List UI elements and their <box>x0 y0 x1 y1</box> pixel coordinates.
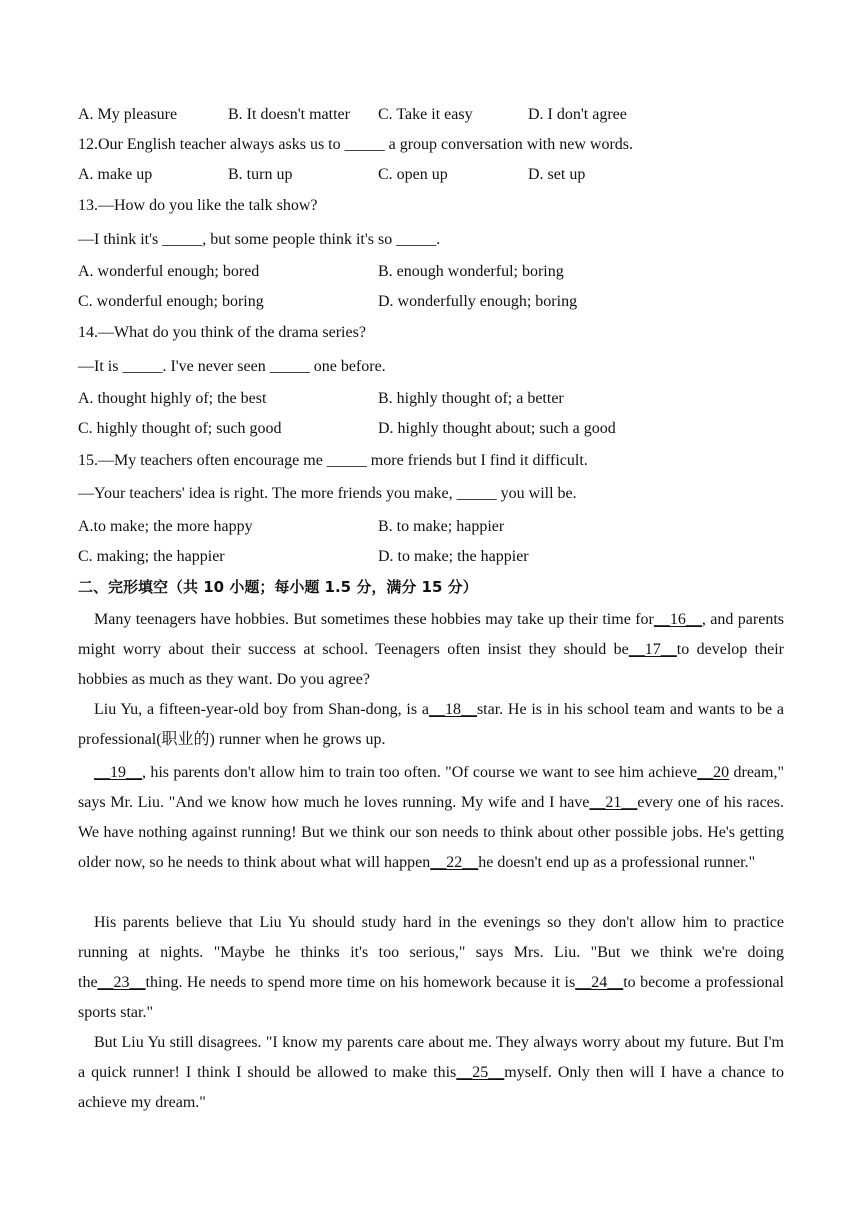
passage-paragraph-5 <box>78 1028 784 1118</box>
passage-text: every one of his races. We have nothing against running! But we think our son needs to think about other possible jobs. He's getting older now, so he needs to think about what will happen <box>78 794 784 871</box>
q13-stem: 13.—How do you like the talk show? <box>78 197 318 214</box>
q13-options-row1 <box>78 262 784 282</box>
blank-20: __20 <box>697 764 730 781</box>
passage-text: star. He is in his school team and wants to be a professional(职业的) runner when he grows up. <box>78 701 785 748</box>
q14-options-row1 <box>78 389 784 409</box>
q13-options-row2 <box>78 292 784 312</box>
passage-text: myself. Only then will I have a chance to achieve my dream." <box>78 1064 785 1111</box>
q14-stem: 14.—What do you think of the drama series? <box>78 324 366 341</box>
passage-text: to become a professional sports star." <box>78 974 785 1021</box>
q11-option-d: D. I don't agree <box>528 106 627 123</box>
q15-reply: —Your teachers' idea is right. The more friends you make, _____ you will be. <box>78 485 577 502</box>
passage-text: dream," says Mr. Liu. "And we know how much he loves running. My wife and I have <box>78 764 785 811</box>
q15-option-d: D. to make; the happier <box>378 548 529 565</box>
blank-23: __23__ <box>97 974 146 991</box>
passage-text: thing. He needs to spend more time on his homework because it is <box>145 974 576 991</box>
passage-paragraph-1 <box>78 605 784 695</box>
blank-17: __17__ <box>628 641 677 658</box>
passage-text: to develop their hobbies as much as they want. Do you agree? <box>78 641 785 688</box>
passage-text: Liu Yu, a fifteen-year-old boy from Shan-dong, is a <box>94 701 429 718</box>
q12-option-d: D. set up <box>528 166 586 183</box>
passage-text: he doesn't end up as a professional runner." <box>478 854 756 871</box>
q11-option-c: C. Take it easy <box>378 106 473 123</box>
q14-option-a: A. thought highly of; the best <box>78 390 267 407</box>
q12-options <box>78 165 784 185</box>
q12-option-b: B. turn up <box>228 166 293 183</box>
section2-heading: 二、完形填空（共 10 小题；每小题 1.5 分，满分 15 分） <box>78 578 478 596</box>
q12-stem: 12.Our English teacher always asks us to _____ a group conversation with new words. <box>78 136 633 153</box>
q11-option-b: B. It doesn't matter <box>228 106 350 123</box>
q15-option-b: B. to make; happier <box>378 518 505 535</box>
passage-text: , and parents might worry about their success at school. Teenagers often insist they should be <box>78 611 784 658</box>
passage-paragraph-4 <box>78 908 784 1028</box>
q14-reply: —It is _____. I've never seen _____ one before. <box>78 358 386 375</box>
blank-16: __16__ <box>653 611 702 628</box>
blank-19: __19__ <box>94 764 142 781</box>
q11-option-a: A. My pleasure <box>78 106 178 123</box>
blank-21: __21__ <box>589 794 638 811</box>
passage-paragraph-3 <box>78 758 784 878</box>
blank-18: __18__ <box>428 701 477 718</box>
q13-option-c: C. wonderful enough; boring <box>78 293 264 310</box>
blank-24: __24__ <box>575 974 624 991</box>
q14-option-c: C. highly thought of; such good <box>78 420 282 437</box>
q12-option-c: C. open up <box>378 166 448 183</box>
q12-option-a: A. make up <box>78 166 153 183</box>
q14-option-b: B. highly thought of; a better <box>378 390 564 407</box>
q13-reply: —I think it's _____, but some people think it's so _____. <box>78 231 441 248</box>
passage-text: His parents believe that Liu Yu should study hard in the evenings so they don't allow him to practice running at nights. "Maybe he thinks it's too serious," says Mrs. Liu. "But we think we're doing the <box>78 914 784 991</box>
passage-text: Many teenagers have hobbies. But sometimes these hobbies may take up their time for <box>94 611 654 628</box>
q14-option-d: D. highly thought about; such a good <box>378 420 616 437</box>
q13-option-d: D. wonderfully enough; boring <box>378 293 578 310</box>
passage-text: , his parents don't allow him to train too often. "Of course we want to see him achieve <box>142 764 698 781</box>
q13-option-a: A. wonderful enough; bored <box>78 263 260 280</box>
q11-options <box>78 105 784 125</box>
q15-options-row2 <box>78 547 784 567</box>
q13-option-b: B. enough wonderful; boring <box>378 263 564 280</box>
passage-paragraph-2 <box>78 695 784 755</box>
q14-options-row2 <box>78 419 784 439</box>
q15-option-a: A.to make; the more happy <box>78 518 253 535</box>
blank-22: __22__ <box>430 854 479 871</box>
passage-text: But Liu Yu still disagrees. "I know my parents care about me. They always worry about my future. But I'm a quick runner! I think I should be allowed to make this <box>78 1034 784 1081</box>
q15-options-row1 <box>78 517 784 537</box>
blank-25: __25__ <box>456 1064 505 1081</box>
q15-stem: 15.—My teachers often encourage me _____ more friends but I find it difficult. <box>78 452 588 469</box>
q15-option-c: C. making; the happier <box>78 548 225 565</box>
